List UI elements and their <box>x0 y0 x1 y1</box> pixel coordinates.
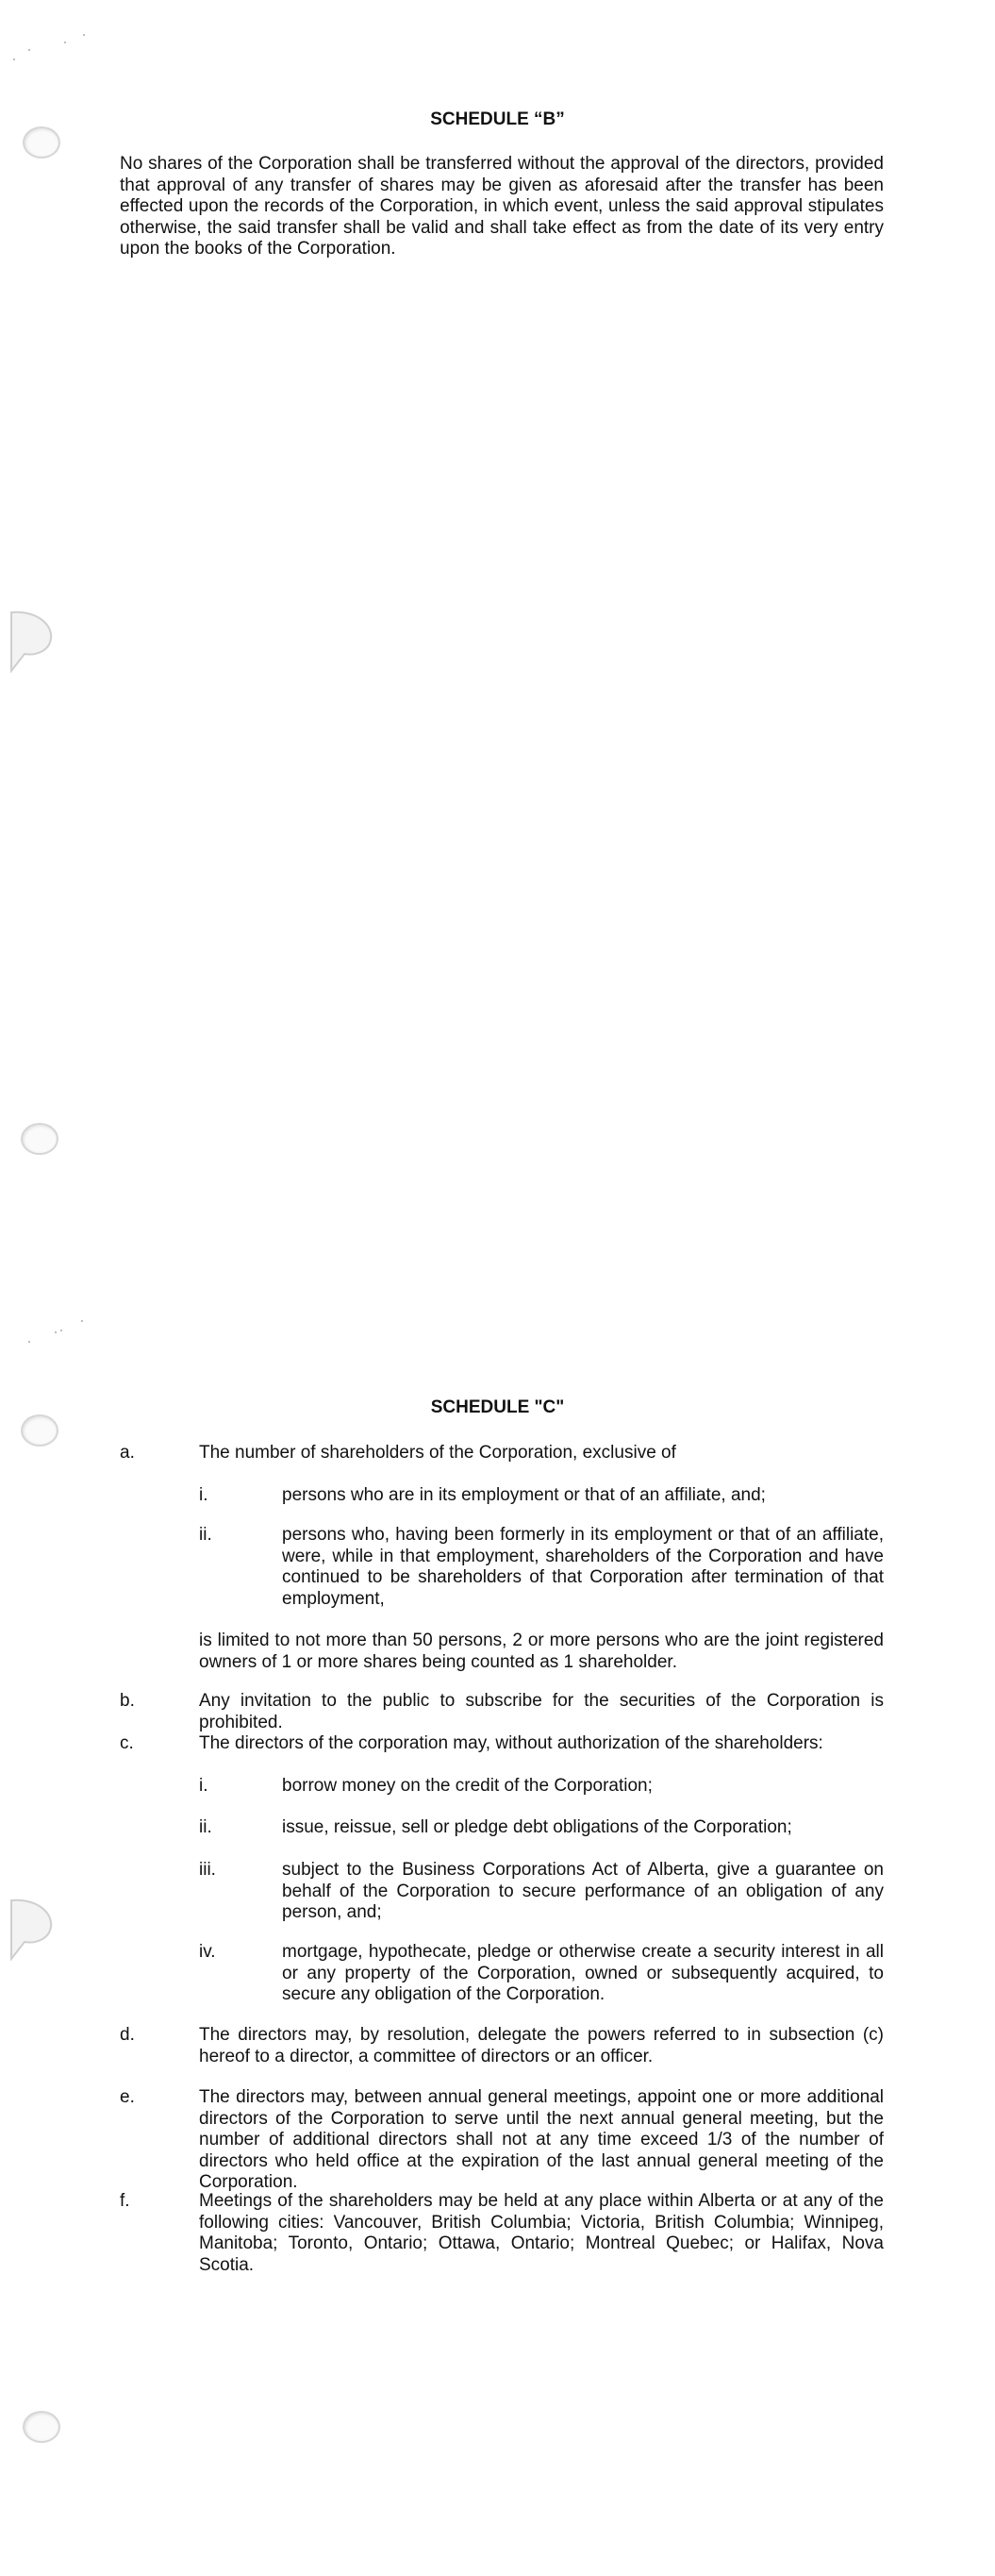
scan-speck <box>64 42 66 43</box>
scan-speck <box>28 49 30 51</box>
item-c-iii-label: iii. <box>199 1860 216 1880</box>
page-fold-icon <box>8 1897 57 1961</box>
item-c-text: The directors of the corporation may, without authorization of the shareholders: <box>199 1733 823 1753</box>
page-schedule-c <box>0 1288 995 2576</box>
scan-speck <box>55 1331 57 1333</box>
item-a-i-label: i. <box>199 1485 208 1505</box>
schedule-c-title: SCHEDULE "C" <box>430 1397 565 1417</box>
item-d-text: The directors may, by resolution, delegate the powers referred to in subsection (c) hereof to a director, a committee of directors or an officer. <box>199 2025 884 2066</box>
item-c-i-text: borrow money on the credit of the Corporation; <box>282 1776 653 1796</box>
page-fold-icon <box>8 609 57 673</box>
item-b-label: b. <box>120 1691 135 1711</box>
item-c-i-label: i. <box>199 1776 208 1796</box>
item-b-text: Any invitation to the public to subscribe for the securities of the Corporation is prohibited. <box>199 1691 884 1732</box>
item-e-text: The directors may, between annual general meetings, appoint one or more additional directors of the Corporation to serve until the next annual general meeting, but the number of additional directors shall not at any time exceed 1/3 of the number of directors who held office at the expiration of the last annual general meeting of the Corporation. <box>199 2087 884 2192</box>
item-c-iv-text: mortgage, hypothecate, pledge or otherwise create a security interest in all or any property of the Corporation, owned or subsequently acquired, to secure any obligation of the Corporation. <box>282 1942 884 2004</box>
item-a-i-text: persons who are in its employment or that of an affiliate, and; <box>282 1485 766 1505</box>
item-f-label: f. <box>120 2191 130 2211</box>
item-a-ii-text: persons who, having been formerly in its employment or that of an affiliate, were, while in that employment, shareholders of the Corporation and have continued to be shareholders of that Corporation after termination of that employment, <box>282 1525 884 1609</box>
item-c-iii-text: subject to the Business Corporations Act of Alberta, give a guarantee on behalf of the Corporation to secure performance of an obligation of any person, and; <box>282 1860 884 1922</box>
scan-speck <box>60 1330 62 1331</box>
scan-speck <box>83 34 85 36</box>
item-a-ii-label: ii. <box>199 1525 212 1545</box>
punch-hole-icon <box>21 1123 58 1155</box>
punch-hole-icon <box>23 2411 60 2443</box>
scan-speck <box>13 59 15 60</box>
item-c-ii-label: ii. <box>199 1817 212 1837</box>
punch-hole-icon <box>23 126 60 159</box>
schedule-b-body: No shares of the Corporation shall be transferred without the approval of the directors, provided that approval of any transfer of shares may be given as aforesaid after the transfer has been effected upon the records of the Corporation, in which event, unless the said approval stipulates otherwise, the said transfer shall be valid and shall take effect as from the date of its very entry upon the books of the Corporation. <box>120 154 884 259</box>
scan-speck <box>28 1341 30 1343</box>
punch-hole-icon <box>21 1414 58 1447</box>
item-f-text: Meetings of the shareholders may be held at any place within Alberta or at any of the following cities: Vancouver, British Columbia; Victoria, British Columbia; Winnipeg, Manitoba; Toronto, Ontario; Ottawa, Ontario; Montreal Quebec; or Halifax, Nova Scotia. <box>199 2191 884 2275</box>
item-d-label: d. <box>120 2025 135 2045</box>
item-c-label: c. <box>120 1733 134 1753</box>
item-a-text: The number of shareholders of the Corporation, exclusive of <box>199 1443 676 1463</box>
item-a-closing: is limited to not more than 50 persons, 2 or more persons who are the joint registered owners of 1 or more shares being counted as 1 shareholder. <box>199 1631 884 1672</box>
schedule-b-title: SCHEDULE “B” <box>430 109 565 129</box>
item-a-label: a. <box>120 1443 135 1463</box>
item-c-iv-label: iv. <box>199 1942 216 1962</box>
scan-speck <box>81 1320 83 1322</box>
item-c-ii-text: issue, reissue, sell or pledge debt obligations of the Corporation; <box>282 1817 792 1837</box>
item-e-label: e. <box>120 2087 135 2107</box>
